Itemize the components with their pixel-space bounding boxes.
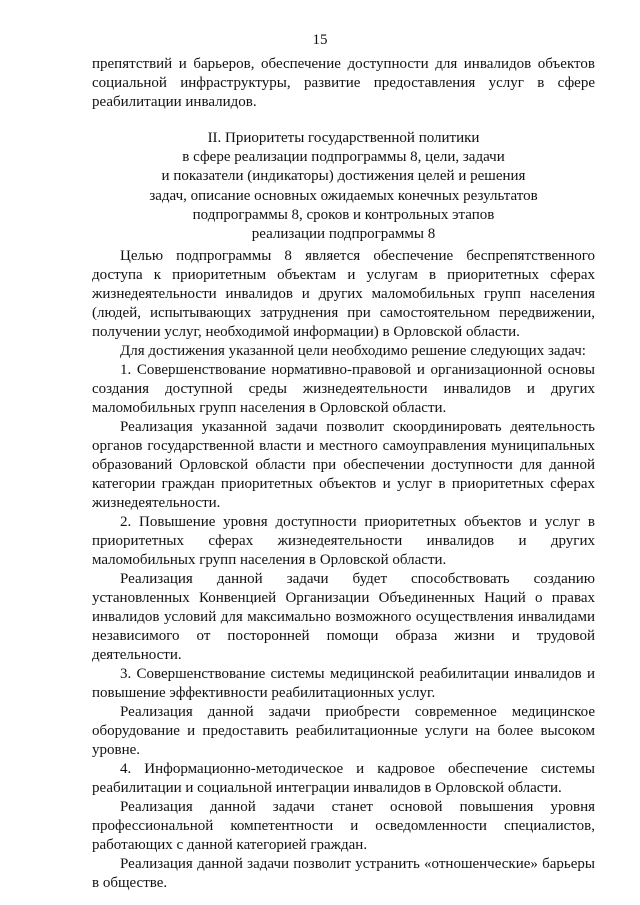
task-1-result-paragraph: Реализация указанной задачи позволит скоординировать деятельность органов государственной власти и местного самоуправления муниципальных образований Орловской области при обеспечении доступности для данной категории граждан приоритетных объектов и услуг в приоритетных сферах жизнедеятельности.: [92, 419, 595, 511]
task-1-paragraph: 1. Совершенствование нормативно-правовой и организационной основы создания доступной среды жизнедеятельности инвалидов и других маломобильных групп населения в Орловской области.: [92, 362, 595, 416]
section-heading-line: задач, описание основных ожидаемых конечных результатов: [149, 187, 538, 204]
section-heading-line: в сфере реализации подпрограммы 8, цели, задачи: [182, 149, 505, 166]
tasks-intro-paragraph: Для достижения указанной цели необходимо решение следующих задач:: [120, 343, 586, 359]
intro-paragraph-block: [92, 55, 595, 112]
goal-paragraph: Целью подпрограммы 8 является обеспечение беспрепятственного доступа к приоритетным объектам и услугам в приоритетных сферах жизнедеятельности инвалидов и других маломобильных групп населения (людей, испытывающих затруднения при самостоятельном передвижении, получении услуг, необходимой информации) в Орловской области.: [92, 248, 595, 340]
task-3-paragraph: 3. Совершенствование системы медицинской реабилитации инвалидов и повышение эффективности реабилитационных услуг.: [92, 666, 595, 701]
task-2-result-paragraph: Реализация данной задачи будет способствовать созданию установленных Конвенцией Организации Объединенных Наций о правах инвалидов условий для максимально возможного осуществления инвалидами независимого от посторонней помощи образа жизни и трудовой деятельности.: [92, 571, 595, 663]
section-heading-line: подпрограммы 8, сроков и контрольных этапов: [192, 206, 495, 223]
task-3-result-paragraph: Реализация данной задачи приобрести современное медицинское оборудование и предоставить реабилитационные услуги на более высоком уровне.: [92, 704, 595, 758]
task-2-paragraph: 2. Повышение уровня доступности приоритетных объектов и услуг в приоритетных сферах жизнедеятельности инвалидов и других маломобильных групп населения в Орловской области.: [92, 514, 595, 568]
intro-paragraph: препятствий и барьеров, обеспечение доступности для инвалидов объектов социальной инфраструктуры, развитие предоставления услуг в сфере реабилитации инвалидов.: [92, 56, 595, 110]
task-4-result-paragraph-2: Реализация данной задачи позволит устранить «отношенческие» барьеры в обществе.: [92, 856, 595, 891]
section-heading: [92, 129, 595, 244]
body-text: [92, 247, 595, 893]
section-heading-line: и показатели (индикаторы) достижения целей и решения: [161, 168, 526, 185]
task-4-result-paragraph: Реализация данной задачи станет основой повышения уровня профессиональной компетентности и осведомленности специалистов, работающих с данной категорией граждан.: [92, 799, 595, 853]
task-4-paragraph: 4. Информационно-методическое и кадровое обеспечение системы реабилитации и социальной интеграции инвалидов в Орловской области.: [92, 761, 595, 796]
section-heading-line: реализации подпрограммы 8: [251, 226, 436, 243]
page-number: 15: [312, 32, 328, 48]
section-heading-line: II. Приоритеты государственной политики: [207, 130, 480, 146]
